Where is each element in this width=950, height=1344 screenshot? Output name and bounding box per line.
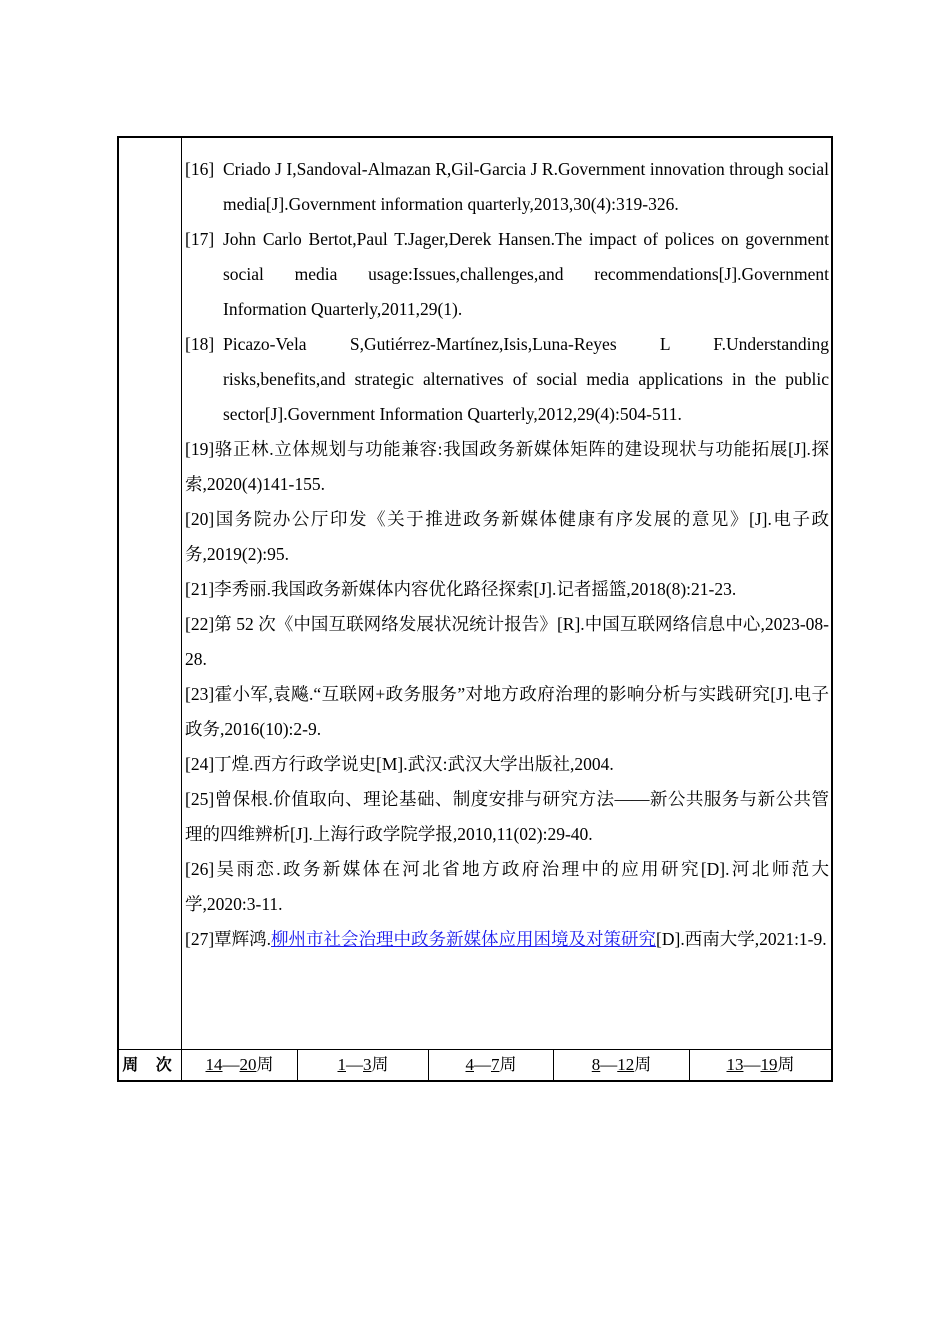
week-unit: 周 — [256, 1055, 274, 1074]
reference-text: John Carlo Bertot,Paul T.Jager,Derek Hansen.The impact of polices on government social media usage:Issues,challenges,and recommendations[J].Government Information Quarterly,2011,29(1). — [223, 229, 829, 319]
week-period — [429, 1050, 554, 1080]
reference-number: [19] — [185, 439, 215, 459]
week-dash: — — [222, 1055, 240, 1074]
week-start: 14 — [205, 1055, 223, 1074]
reference-item — [185, 747, 829, 782]
reference-text: 曾保根.价值取向、理论基础、制度安排与研究方法——新公共服务与新公共管理的四维辨析[J].上海行政学院学报,2010,11(02):29-40. — [185, 789, 829, 844]
reference-text: 丁煌.西方行政学说史[M].武汉:武汉大学出版社,2004. — [214, 754, 614, 774]
reference-text: 第 52 次《中国互联网络发展状况统计报告》[R].中国互联网络信息中心,2023-08-28. — [185, 614, 829, 669]
reference-list — [185, 152, 829, 957]
reference-item — [185, 572, 829, 607]
week-end: 3 — [363, 1055, 372, 1074]
reference-item — [185, 922, 829, 957]
reference-text: 国务院办公厅印发《关于推进政务新媒体健康有序发展的意见》[J].电子政务,2019(2):95. — [185, 509, 829, 564]
reference-link[interactable]: 柳州市社会治理中政务新媒体应用困境及对策研究 — [271, 929, 657, 949]
week-period — [554, 1050, 690, 1080]
reference-number: [16] — [185, 159, 215, 179]
reference-item — [185, 432, 829, 502]
week-unit: 周 — [634, 1055, 652, 1074]
week-end: 7 — [491, 1055, 500, 1074]
week-unit: 周 — [371, 1055, 389, 1074]
left-label-cell — [119, 138, 182, 1049]
week-dash: — — [346, 1055, 363, 1074]
reference-item — [185, 677, 829, 747]
reference-text: 骆正林.立体规划与功能兼容:我国政务新媒体矩阵的建设现状与功能拓展[J].探索,2020(4)141-155. — [185, 439, 829, 494]
week-unit: 周 — [499, 1055, 517, 1074]
week-start: 1 — [337, 1055, 346, 1074]
reference-number: [18] — [185, 334, 215, 354]
reference-text: Picazo-Vela S,Gutiérrez-Martínez,Isis,Luna-Reyes L F.Understanding risks,benefits,and strategic alternatives of social media applications in the public sector[J].Government Information Quarterly,2012,29(4):504-511. — [223, 334, 829, 424]
week-period — [298, 1050, 429, 1080]
reference-item — [185, 327, 829, 432]
reference-author: 覃辉鸿. — [214, 929, 272, 949]
reference-item — [185, 782, 829, 852]
reference-number: [24] — [185, 754, 215, 774]
week-start: 13 — [726, 1055, 744, 1074]
reference-number: [20] — [185, 509, 215, 529]
week-dash: — — [474, 1055, 491, 1074]
reference-item — [185, 222, 829, 327]
reference-number: [27] — [185, 929, 215, 949]
reference-number: [21] — [185, 579, 215, 599]
week-unit: 周 — [777, 1055, 795, 1074]
weeks-label: 周 次 — [119, 1050, 182, 1080]
reference-number: [26] — [185, 859, 215, 879]
reference-number: [23] — [185, 684, 215, 704]
week-start: 4 — [465, 1055, 474, 1074]
week-end: 20 — [239, 1055, 257, 1074]
reference-item — [185, 607, 829, 677]
week-dash: — — [743, 1055, 761, 1074]
weeks-row — [119, 1049, 831, 1080]
reference-text: 李秀丽.我国政务新媒体内容优化路径探索[J].记者摇篮,2018(8):21-23. — [214, 579, 737, 599]
reference-item — [185, 152, 829, 222]
week-period — [182, 1050, 298, 1080]
reference-item — [185, 852, 829, 922]
reference-text: Criado J I,Sandoval-Almazan R,Gil-Garcia J R.Government innovation through social media[J].Government information quarterly,2013,30(4):319-326. — [223, 159, 829, 214]
reference-text: 霍小军,袁飚.“互联网+政务服务”对地方政府治理的影响分析与实践研究[J].电子政务,2016(10):2-9. — [185, 684, 829, 739]
week-start: 8 — [591, 1055, 601, 1074]
reference-number: [25] — [185, 789, 215, 809]
schedule-table — [117, 136, 833, 1082]
reference-text: 吴雨恋.政务新媒体在河北省地方政府治理中的应用研究[D].河北师范大学,2020:3-11. — [185, 859, 829, 914]
reference-number: [22] — [185, 614, 215, 634]
reference-text: [D].西南大学,2021:1-9. — [656, 929, 827, 949]
reference-number: [17] — [185, 229, 215, 249]
week-end: 19 — [760, 1055, 778, 1074]
reference-item — [185, 502, 829, 572]
week-period — [690, 1050, 831, 1080]
week-dash: — — [600, 1055, 618, 1074]
week-end: 12 — [617, 1055, 635, 1074]
